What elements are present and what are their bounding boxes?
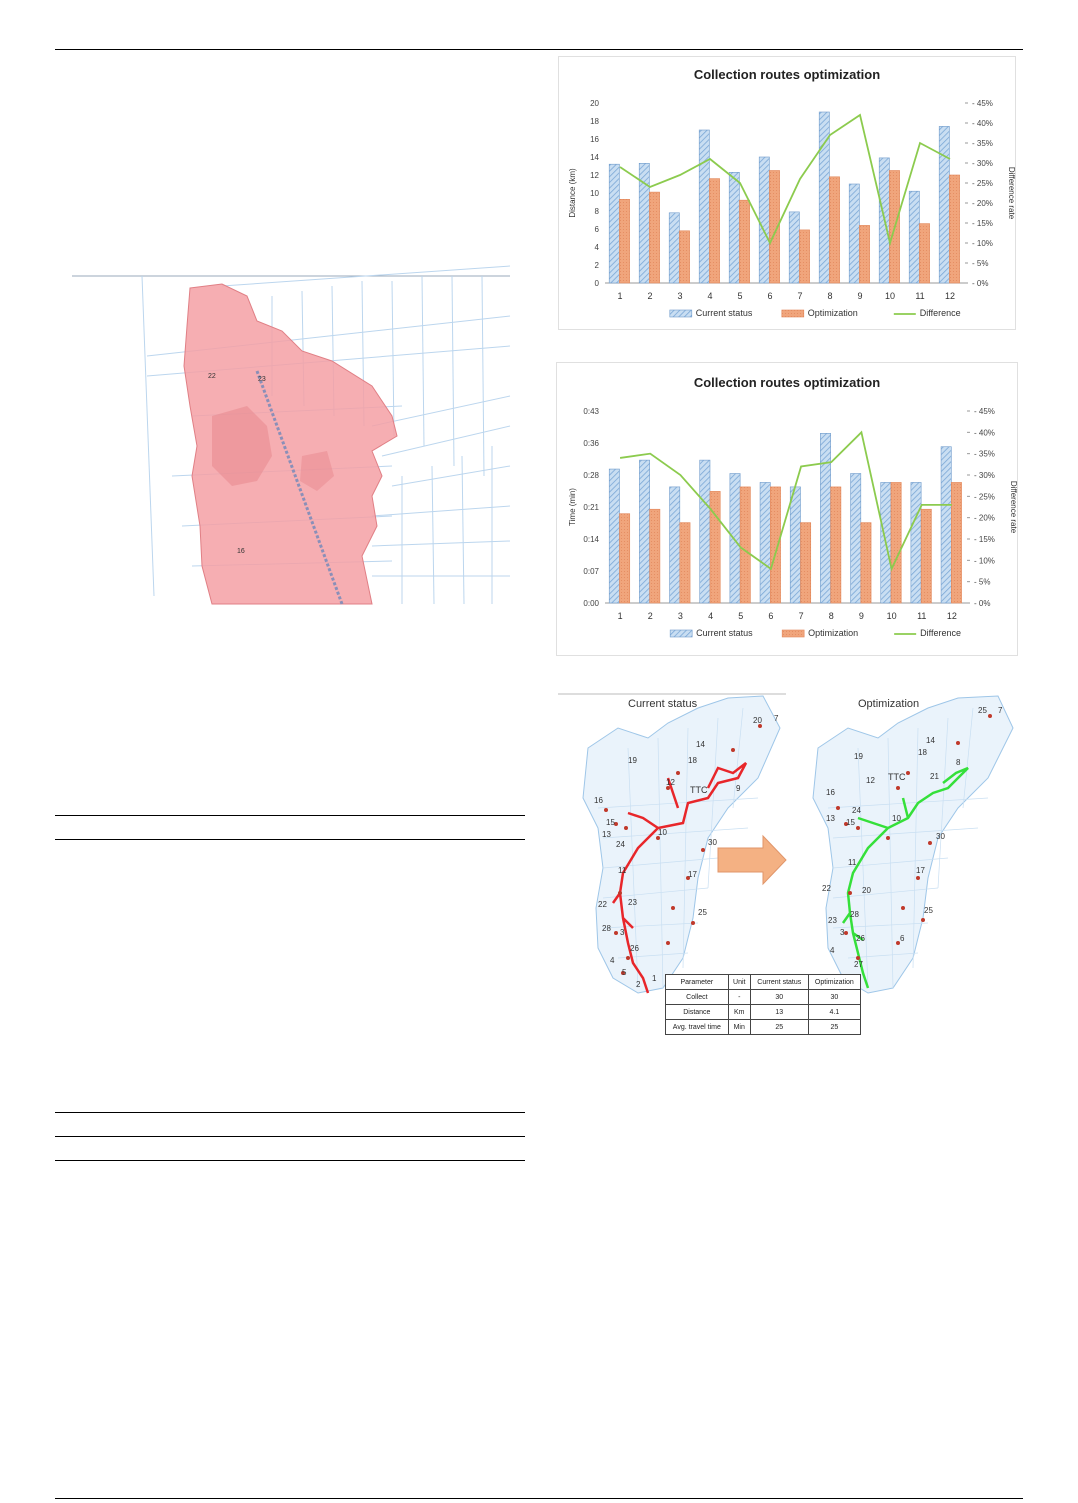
- collection-point-label: 11: [618, 866, 627, 875]
- y2-tick-label: - 30%: [972, 159, 993, 168]
- collection-point-label: 23: [628, 898, 637, 907]
- y-tick-label: 0:21: [583, 503, 599, 512]
- collection-point-label: 28: [850, 910, 859, 919]
- bar-optimization: [861, 523, 871, 603]
- table-cell: 4.1: [808, 1005, 860, 1020]
- area-label-16: 16: [237, 548, 245, 555]
- x-tick-label: 9: [857, 291, 863, 301]
- legend-swatch: [670, 630, 692, 637]
- collection-point-label: 3: [620, 928, 625, 937]
- y2-tick-label: - 35%: [972, 139, 993, 148]
- area-label-23: 23: [258, 376, 266, 383]
- bar-optimization: [679, 231, 689, 283]
- y-tick-label: 0:07: [583, 567, 599, 576]
- collection-point-label: 22: [822, 884, 831, 893]
- collection-point-label: 5: [622, 968, 627, 977]
- area-label-22: 22: [208, 373, 216, 380]
- x-tick-label: 3: [677, 611, 683, 621]
- y2-tick-label: - 15%: [972, 219, 993, 228]
- bar-optimization: [709, 179, 719, 283]
- y2-tick-label: - 0%: [972, 279, 989, 288]
- distance-chart: [558, 56, 1016, 330]
- optimization-title: Optimization: [858, 698, 920, 710]
- collection-point-label: 3: [840, 928, 845, 937]
- x-tick-label: 4: [708, 611, 714, 621]
- collection-point-label: 12: [666, 778, 675, 787]
- bar-current-status: [699, 130, 709, 283]
- collection-point-label: 16: [594, 796, 603, 805]
- y2-tick-label: - 10%: [974, 556, 995, 566]
- y2-axis-label: Difference rate: [1009, 480, 1018, 534]
- table-rule-4: [55, 1136, 525, 1137]
- x-tick-label: 7: [797, 291, 803, 301]
- collection-point-label: 6: [900, 934, 905, 943]
- bar-current-status: [729, 172, 739, 283]
- table-header: Parameter: [666, 975, 729, 990]
- current-status-title: Current status: [628, 698, 698, 710]
- collection-point-label: 25: [698, 908, 707, 917]
- legend-swatch: [670, 310, 692, 317]
- collection-point-label: 19: [628, 756, 637, 765]
- bar-optimization: [949, 175, 959, 283]
- collection-point-label: 13: [826, 814, 835, 823]
- y2-tick-label: - 40%: [974, 428, 995, 438]
- x-tick-label: 4: [707, 291, 713, 301]
- x-tick-label: 1: [617, 291, 623, 301]
- table-header: Current status: [750, 975, 808, 990]
- bar-optimization: [829, 177, 839, 283]
- time-chart: [556, 362, 1018, 656]
- legend-label: Current status: [695, 308, 753, 318]
- y-tick-label: 0:36: [583, 439, 599, 448]
- y2-tick-label: - 45%: [972, 99, 993, 108]
- bar-current-status: [820, 433, 830, 603]
- y2-tick-label: - 30%: [974, 471, 995, 480]
- table-cell: Avg. travel time: [666, 1020, 729, 1035]
- y2-tick-label: - 15%: [974, 535, 995, 544]
- collection-point-label: 1: [652, 974, 657, 983]
- legend-swatch: [782, 630, 804, 637]
- bar-optimization: [740, 487, 750, 603]
- table-row: [666, 990, 861, 1005]
- collection-point-label: 28: [602, 924, 611, 933]
- x-tick-label: 2: [647, 291, 653, 301]
- bar-optimization: [919, 224, 929, 283]
- collection-point-label: 20: [753, 716, 762, 725]
- table-rule-5: [55, 1160, 525, 1161]
- y-tick-label: 0:14: [583, 535, 599, 544]
- y2-tick-label: - 5%: [974, 577, 991, 587]
- x-tick-label: 8: [828, 611, 834, 621]
- y-tick-label: 0:43: [583, 407, 599, 416]
- bar-optimization: [650, 509, 660, 603]
- legend-swatch: [782, 310, 804, 317]
- x-tick-label: 6: [768, 611, 774, 621]
- bar-current-status: [939, 126, 949, 283]
- collection-point-label: 12: [866, 776, 875, 785]
- bar-current-status: [849, 184, 859, 283]
- y-tick-label: 4: [594, 243, 599, 252]
- table-cell: Km: [728, 1005, 750, 1020]
- collection-point-label: 21: [930, 772, 939, 781]
- bar-current-status: [669, 213, 679, 283]
- collection-point-label: 7: [998, 706, 1003, 715]
- service-area-map-svg: [72, 276, 510, 604]
- city-outline-optimized: [813, 696, 1013, 993]
- collection-point-label: 7: [774, 714, 779, 723]
- y2-tick-label: - 35%: [974, 449, 995, 459]
- bar-optimization: [649, 192, 659, 283]
- route-maps: [558, 688, 1018, 1018]
- table-cell: 30: [808, 990, 860, 1005]
- table-cell: -: [728, 990, 750, 1005]
- legend-label: Optimization: [807, 308, 858, 318]
- y2-tick-label: - 5%: [972, 259, 989, 268]
- x-tick-label: 7: [798, 611, 804, 621]
- bar-current-status: [911, 482, 921, 603]
- bar-optimization: [770, 487, 780, 603]
- depot-label-optimized: TTC: [888, 772, 906, 782]
- collection-point-label: 4: [830, 946, 835, 955]
- route-summary-table: [665, 974, 861, 1035]
- collection-point-label: 13: [602, 830, 611, 839]
- service-area-map: [72, 276, 510, 604]
- collection-point-label: 25: [978, 706, 987, 715]
- collection-point-label: 26: [630, 944, 639, 953]
- x-tick-label: 12: [944, 291, 956, 301]
- bar-optimization: [859, 225, 869, 283]
- table-cell: Collect: [666, 990, 729, 1005]
- y-axis-label: Time (min): [568, 488, 577, 526]
- collection-point-label: 15: [606, 818, 615, 827]
- bar-optimization: [710, 491, 720, 603]
- y2-tick-label: - 40%: [972, 119, 993, 128]
- x-tick-label: 12: [946, 611, 957, 621]
- y-tick-label: 18: [590, 117, 599, 126]
- bar-optimization: [739, 200, 749, 283]
- collection-point-label: 2: [636, 980, 641, 989]
- bar-optimization: [619, 199, 629, 283]
- collection-point-label: 30: [936, 832, 945, 841]
- table-row: [666, 1005, 861, 1020]
- bar-current-status: [609, 469, 619, 603]
- bar-current-status: [700, 460, 710, 603]
- y2-tick-label: - 20%: [974, 513, 995, 523]
- bar-current-status: [670, 487, 680, 603]
- y2-tick-label: - 25%: [972, 179, 993, 188]
- y2-tick-label: - 10%: [972, 239, 993, 248]
- collection-point-label: 30: [708, 838, 717, 847]
- collection-point-label: 23: [828, 916, 837, 925]
- collection-point-label: 17: [916, 866, 925, 875]
- y-tick-label: 20: [590, 99, 599, 108]
- bar-optimization: [921, 509, 931, 603]
- y-tick-label: 2: [594, 261, 599, 270]
- y2-tick-label: - 25%: [974, 492, 995, 502]
- bar-current-status: [760, 482, 770, 603]
- y-tick-label: 8: [594, 207, 599, 216]
- route-maps-svg: [558, 688, 1018, 1018]
- y-tick-label: 10: [590, 189, 599, 198]
- x-tick-label: 10: [884, 291, 896, 301]
- table-rule-2: [55, 839, 525, 840]
- table-header: Unit: [728, 975, 750, 990]
- y-tick-label: 0: [594, 279, 599, 288]
- bar-current-status: [759, 157, 769, 283]
- bar-current-status: [790, 487, 800, 603]
- transition-arrow: [718, 836, 786, 884]
- depot-label-current: TTC: [690, 785, 708, 795]
- table-row: [666, 1020, 861, 1035]
- x-tick-label: 3: [677, 291, 683, 301]
- x-tick-label: 5: [738, 611, 744, 621]
- legend-label: Optimization: [808, 628, 859, 638]
- x-tick-label: 11: [915, 291, 925, 301]
- y2-tick-label: - 20%: [972, 199, 993, 208]
- y-tick-label: 6: [594, 225, 599, 234]
- x-tick-label: 5: [737, 291, 743, 301]
- collection-point-label: 25: [924, 906, 933, 915]
- table-rule-3: [55, 1112, 525, 1113]
- y-axis-label: Distance (km): [568, 168, 577, 218]
- bar-current-status: [789, 212, 799, 283]
- time-chart-svg: [557, 363, 1017, 655]
- collection-point-label: 24: [852, 806, 861, 815]
- collection-point-label: 15: [846, 818, 855, 827]
- y-tick-label: 0:28: [583, 471, 599, 480]
- collection-point-label: 18: [688, 756, 697, 765]
- bar-current-status: [941, 447, 951, 603]
- distance-chart-svg: [559, 57, 1015, 329]
- bar-current-status: [730, 474, 740, 603]
- bar-current-status: [609, 164, 619, 283]
- bar-optimization: [951, 482, 961, 603]
- bar-current-status: [639, 460, 649, 603]
- collection-point-label: 11: [848, 858, 857, 867]
- x-tick-label: 11: [917, 611, 927, 621]
- collection-point-label: 18: [918, 748, 927, 757]
- city-outline-current: [583, 696, 780, 993]
- collection-point-label: 14: [926, 736, 935, 745]
- footer-rule: [55, 1498, 1023, 1499]
- table-cell: 25: [750, 1020, 808, 1035]
- collection-point-label: 14: [696, 740, 705, 749]
- x-tick-label: 2: [647, 611, 653, 621]
- y2-tick-label: - 45%: [974, 407, 995, 416]
- time-chart-title: Collection routes optimization: [693, 375, 881, 390]
- collection-point-label: 27: [854, 960, 863, 969]
- legend-label: Current status: [696, 628, 753, 638]
- bar-current-status: [851, 474, 861, 603]
- collection-point-label: 17: [688, 870, 697, 879]
- header-rule: [55, 49, 1023, 50]
- x-tick-label: 1: [617, 611, 623, 621]
- table-cell: 25: [808, 1020, 860, 1035]
- table-cell: Min: [728, 1020, 750, 1035]
- bar-optimization: [680, 523, 690, 603]
- table-cell: 13: [750, 1005, 808, 1020]
- x-tick-label: 9: [858, 611, 864, 621]
- bar-optimization: [800, 523, 810, 603]
- legend-label: Difference: [920, 628, 962, 638]
- bar-optimization: [619, 514, 629, 603]
- y2-axis-label: Difference rate: [1007, 166, 1016, 220]
- y-tick-label: 14: [590, 153, 599, 162]
- distance-chart-title: Collection routes optimization: [693, 67, 881, 82]
- collection-point-label: 19: [854, 752, 863, 761]
- y2-tick-label: - 0%: [974, 599, 991, 608]
- collection-point-label: 9: [736, 784, 741, 793]
- table-header-row: [666, 975, 861, 990]
- y-tick-label: 0:00: [583, 599, 599, 608]
- collection-point-label: 4: [610, 956, 615, 965]
- table-header: Optimization: [808, 975, 860, 990]
- x-tick-label: 10: [886, 611, 897, 621]
- y-tick-label: 12: [590, 171, 599, 180]
- collection-point-label: 22: [598, 900, 607, 909]
- collection-point-label: 20: [862, 886, 871, 895]
- table-cell: Distance: [666, 1005, 729, 1020]
- bar-optimization: [831, 487, 841, 603]
- legend-label: Difference: [919, 308, 961, 318]
- x-tick-label: 8: [827, 291, 833, 301]
- collection-point-label: 8: [956, 758, 961, 767]
- collection-point-label: 10: [892, 814, 901, 823]
- x-tick-label: 6: [767, 291, 773, 301]
- bar-optimization: [891, 482, 901, 603]
- table-cell: 30: [750, 990, 808, 1005]
- collection-point-label: 16: [826, 788, 835, 797]
- collection-point-label: 24: [616, 840, 625, 849]
- collection-point-label: 26: [856, 934, 865, 943]
- bar-optimization: [799, 230, 809, 283]
- bar-current-status: [909, 191, 919, 283]
- y-tick-label: 16: [590, 135, 599, 144]
- collection-point-label: 10: [658, 828, 667, 837]
- table-rule-1: [55, 815, 525, 816]
